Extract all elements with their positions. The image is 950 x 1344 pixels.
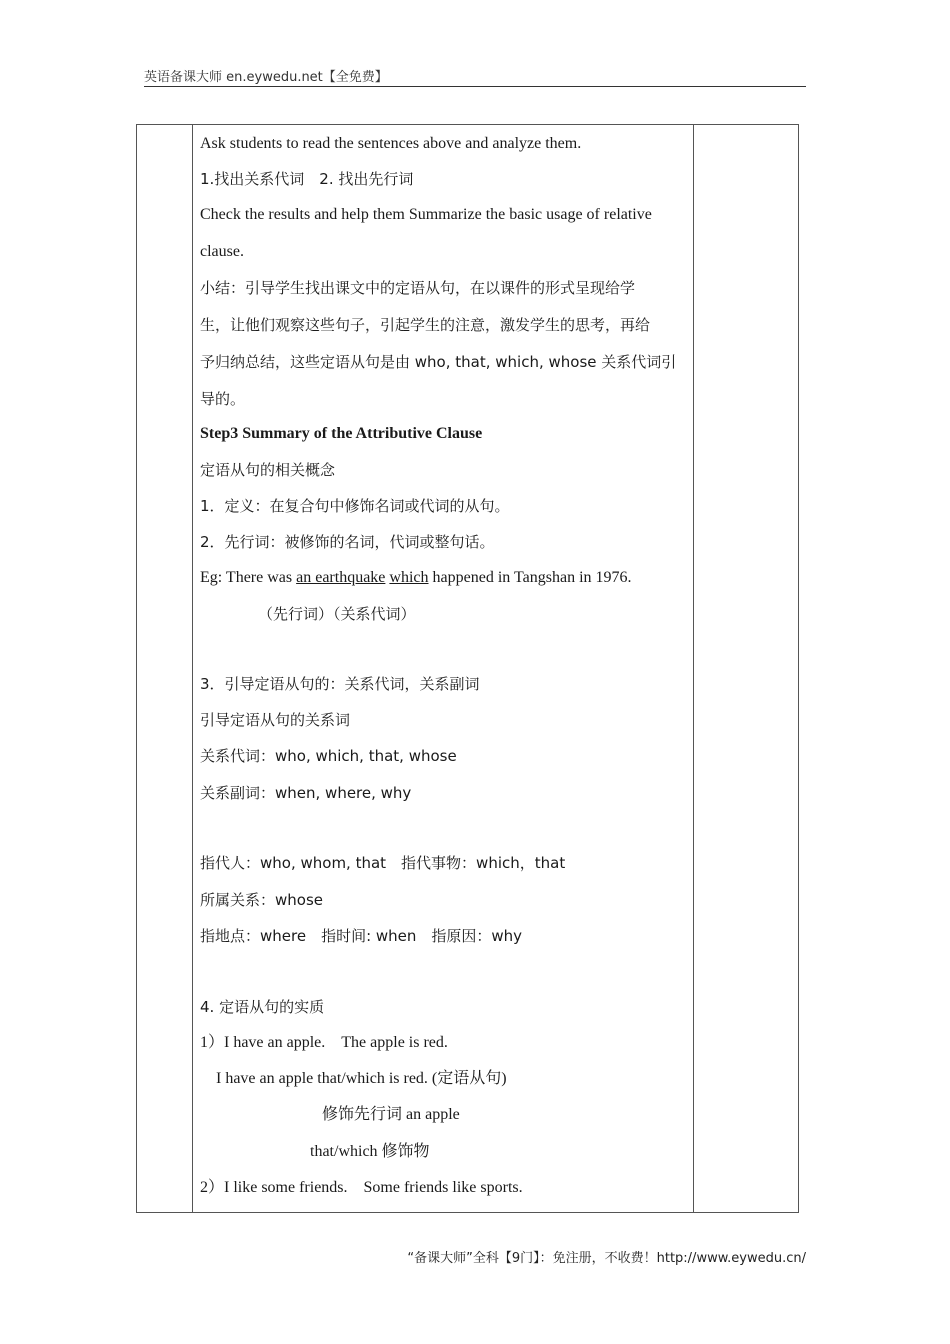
page-footer: “备课大师”全科【9门】：免注册，不收费！http://www.eywedu.cn/	[407, 1251, 806, 1266]
annotation-line: that/which 修饰物	[310, 1143, 430, 1160]
text-line: 定语从句的相关概念	[200, 461, 336, 479]
text-line: 4. 定语从句的实质	[200, 998, 325, 1016]
text-line: Check the results and help them Summarize the basic usage of relative	[200, 206, 652, 223]
text-line: clause.	[200, 243, 244, 260]
text-line: 生，让他们观察这些句子，引起学生的注意，激发学生的思考，再给	[200, 316, 651, 334]
example-text: Eg: There was	[200, 569, 297, 586]
text-line: 2）I like some friends. Some friends like sports.	[200, 1179, 523, 1196]
relative-pronoun-underlined: which	[389, 569, 429, 586]
text-line: 3．引导定语从句的：关系代词，关系副词	[200, 675, 480, 693]
antecedent-underlined: an earthquake	[296, 569, 386, 586]
text-line: 小结：引导学生找出课文中的定语从句，在以课件的形式呈现给学	[200, 279, 636, 297]
example-sentence	[200, 568, 632, 588]
text-line: Ask students to read the sentences above and analyze them.	[200, 135, 582, 152]
text-line: 2．先行词：被修饰的名词，代词或整句话。	[200, 533, 495, 551]
example-text-end: happened in Tangshan in 1976.	[428, 569, 632, 586]
lesson-table	[136, 124, 799, 1213]
text-line: 指地点：where 指时间: when 指原因：why	[200, 927, 523, 945]
text-line: 1）I have an apple. The apple is red.	[200, 1034, 448, 1051]
text-line: 关系副词：when, where, why	[200, 784, 412, 802]
step-heading: Step3 Summary of the Attributive Clause	[200, 425, 483, 442]
column-divider-left	[192, 125, 193, 1212]
annotation-line: （先行词）（关系代词）	[258, 605, 416, 623]
column-divider-right	[693, 125, 694, 1212]
text-line: 予归纳总结，这些定语从句是由 who, that, which, whose 关系代词引	[200, 353, 677, 371]
page-header	[144, 64, 806, 87]
text-line: 关系代词：who, which, that, whose	[200, 747, 457, 765]
text-line: 1．定义：在复合句中修饰名词或代词的从句。	[200, 497, 510, 515]
text-line: 所属关系：whose	[200, 891, 323, 909]
text-line: 导的。	[200, 390, 246, 408]
header-text: 英语备课大师 en.eywedu.net【全免费】	[144, 70, 388, 85]
text-line: 指代人：who, whom, that 指代事物：which，that	[200, 854, 566, 872]
text-line: I have an apple that/which is red. (定语从句)	[216, 1070, 507, 1087]
text-line: 引导定语从句的关系词	[200, 711, 351, 729]
text-line: 1.找出关系代词 2. 找出先行词	[200, 170, 414, 188]
annotation-line: 修饰先行词 an apple	[322, 1106, 460, 1123]
